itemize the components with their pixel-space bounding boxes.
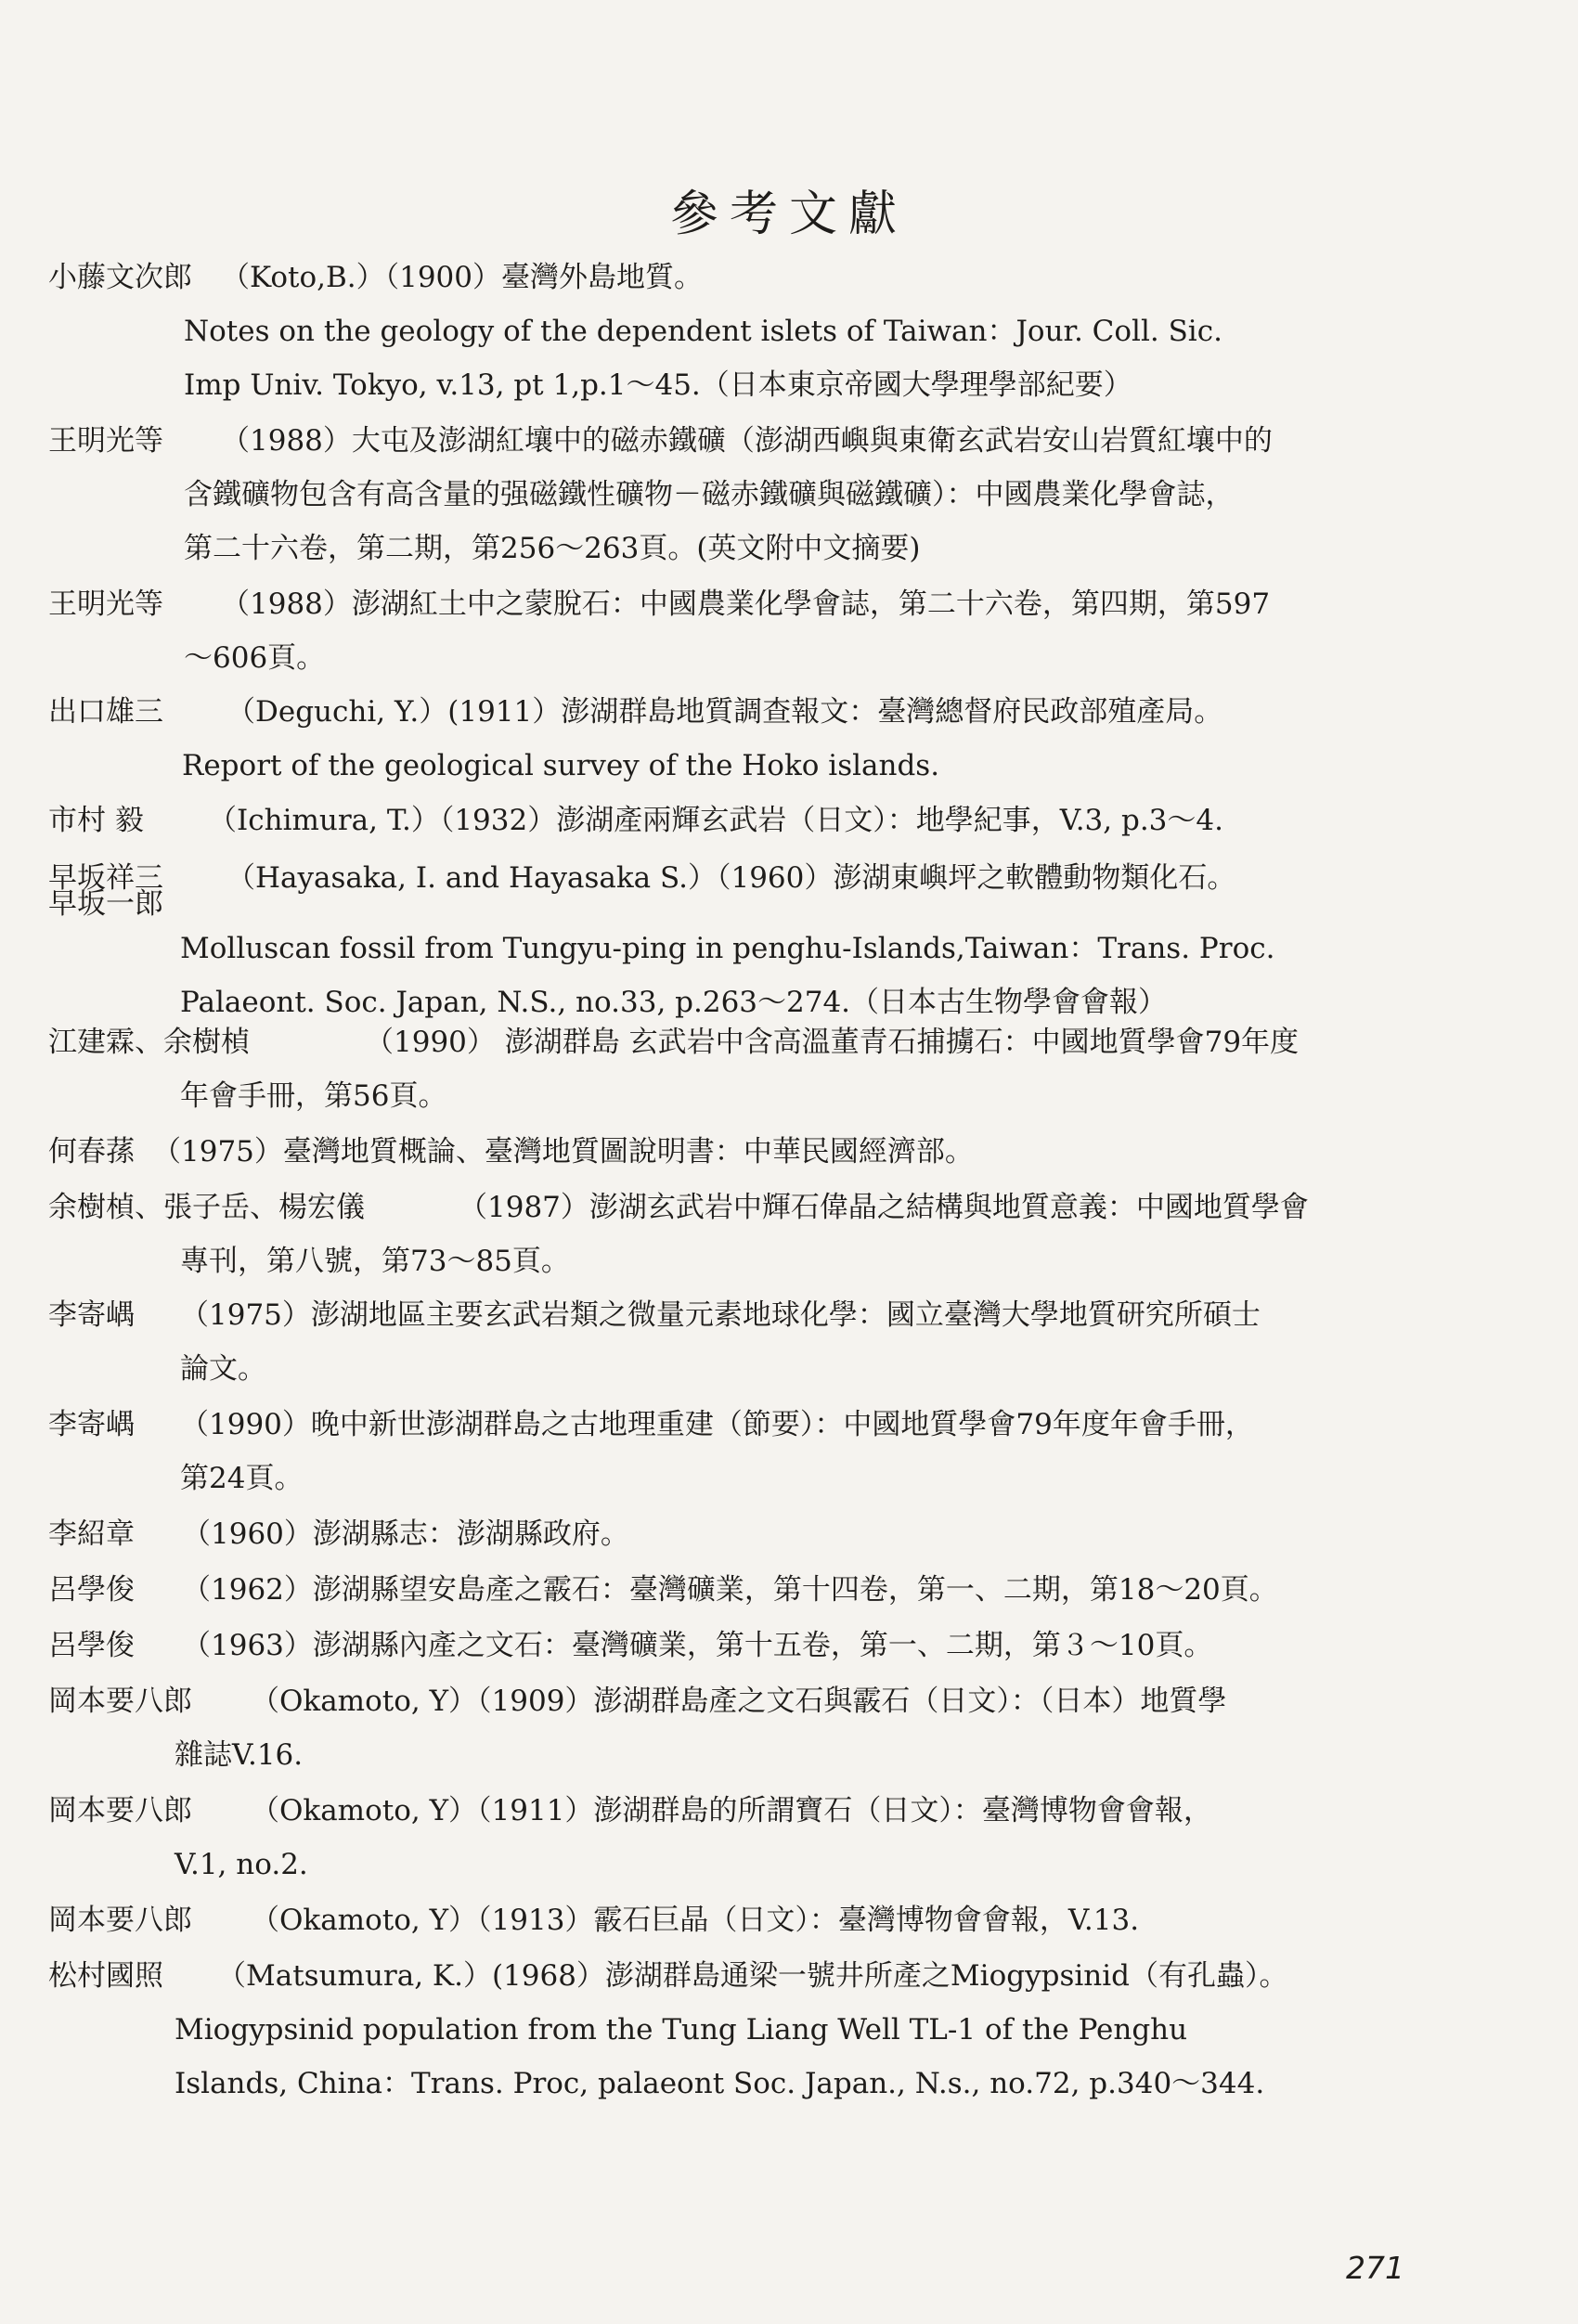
reference-author: 呂學俊	[48, 1573, 135, 1607]
reference-author: 岡本要八郎	[48, 1794, 192, 1827]
reference-continuation: Notes on the geology of the dependent islets of Taiwan：Jour. Coll. Sic.	[184, 315, 1222, 348]
reference-author: 李寄嵎	[48, 1298, 135, 1332]
reference-continuation: 第二十六卷，第二期，第256～263頁。(英文附中文摘要)	[184, 532, 921, 565]
reference-continuation: ～606頁。	[184, 641, 326, 675]
reference-author: 松村國照	[48, 1959, 163, 1993]
reference-citation: （1987）澎湖玄武岩中輝石偉晶之結構與地質意義：中國地質學會	[459, 1191, 1309, 1224]
reference-author: 李寄嵎	[48, 1408, 135, 1441]
reference-citation: （1988）澎湖紅土中之蒙脫石：中國農業化學會誌，第二十六卷，第四期，第597	[221, 587, 1271, 621]
reference-continuation: V.1, no.2.	[175, 1848, 308, 1881]
reference-citation: （Okamoto, Y）（1909）澎湖群島產之文石與霰石（日文）：（日本）地質學	[251, 1685, 1227, 1718]
reference-author: 小藤文次郎	[48, 261, 192, 294]
reference-continuation: 第24頁。	[180, 1462, 304, 1495]
reference-citation: （1975）澎湖地區主要玄武岩類之微量元素地球化學：國立臺灣大學地質研究所碩士	[180, 1298, 1261, 1332]
reference-coauthor: 早坂一郎	[48, 887, 163, 921]
reference-citation: （Matsumura, K.）(1968）澎湖群島通梁一號井所產之Miogypsinid（有孔蟲）。	[217, 1959, 1288, 1993]
reference-citation: （Hayasaka, I. and Hayasaka S.）（1960）澎湖東嶼坪之軟體動物類化石。	[226, 861, 1236, 895]
reference-continuation: Imp Univ. Tokyo, v.13, pt 1,p.1～45.（日本東京帝國大學理學部紀要）	[184, 368, 1132, 402]
reference-citation: （Okamoto, Y）（1913）霰石巨晶（日文）：臺灣博物會會報，V.13.	[251, 1904, 1140, 1937]
reference-continuation: 年會手冊，第56頁。	[180, 1079, 447, 1113]
reference-citation: （Ichimura, T.）（1932）澎湖產兩輝玄武岩（日文）：地學紀事，V.3, p.3～4.	[208, 804, 1223, 837]
reference-citation: （1990） 澎湖群島 玄武岩中含高溫董青石捕擄石：中國地質學會79年度	[365, 1026, 1300, 1059]
reference-author: 江建霖、余樹楨	[48, 1026, 250, 1059]
reference-continuation: 含鐵礦物包含有高含量的强磁鐵性礦物－磁赤鐵礦與磁鐵礦）：中國農業化學會誌，	[184, 478, 1235, 511]
reference-author: 岡本要八郎	[48, 1904, 192, 1937]
reference-continuation: Molluscan fossil from Tungyu-ping in penghu-Islands,Taiwan：Trans. Proc.	[180, 932, 1275, 965]
reference-continuation: 雜誌V.16.	[175, 1738, 304, 1772]
reference-citation: （1975）臺灣地質概論、臺灣地質圖說明書：中華民國經濟部。	[152, 1135, 974, 1168]
reference-continuation: Report of the geological survey of the Hoko islands.	[182, 749, 940, 782]
reference-citation: （1962）澎湖縣望安島產之霰石：臺灣礦業，第十四卷，第一、二期，第18～20頁。	[182, 1573, 1278, 1607]
reference-continuation: Miogypsinid population from the Tung Liang Well TL-1 of the Penghu	[175, 2013, 1188, 2046]
reference-citation: （Deguchi, Y.）(1911）澎湖群島地質調查報文：臺灣總督府民政部殖產局。	[226, 695, 1223, 729]
reference-continuation: 論文。	[180, 1352, 266, 1386]
reference-citation: （Koto,B.）（1900）臺灣外島地質。	[221, 261, 703, 294]
reference-citation: （1990）晚中新世澎湖群島之古地理重建（節要）：中國地質學會79年度年會手冊，	[180, 1408, 1254, 1441]
reference-author: 王明光等	[48, 587, 163, 621]
reference-author: 市村 毅	[48, 804, 144, 837]
page-title: 參考文獻	[669, 187, 908, 242]
reference-author: 出口雄三	[48, 695, 163, 729]
reference-citation: （1963）澎湖縣內產之文石：臺灣礦業，第十五卷，第一、二期，第３～10頁。	[182, 1629, 1213, 1662]
reference-author: 李紹章	[48, 1517, 135, 1551]
reference-author: 王明光等	[48, 424, 163, 458]
page-number: 271	[1346, 2250, 1404, 2286]
reference-continuation: 專刊，第八號，第73～85頁。	[180, 1245, 570, 1278]
reference-author: 何春蓀	[48, 1135, 135, 1168]
reference-citation: （1988）大屯及澎湖紅壤中的磁赤鐵礦（澎湖西嶼與東衛玄武岩安山岩質紅壤中的	[221, 424, 1273, 458]
reference-author: 呂學俊	[48, 1629, 135, 1662]
reference-author: 余樹楨、張子岳、楊宏儀	[48, 1191, 365, 1224]
reference-continuation: Palaeont. Soc. Japan, N.S., no.33, p.263～274.（日本古生物學會會報）	[180, 986, 1168, 1019]
reference-continuation: Islands, China：Trans. Proc, palaeont Soc. Japan., N.s., no.72, p.340～344.	[175, 2067, 1265, 2100]
reference-author: 早坂祥三	[48, 861, 163, 895]
reference-citation: （1960）澎湖縣志：澎湖縣政府。	[182, 1517, 629, 1551]
reference-citation: （Okamoto, Y）（1911）澎湖群島的所謂寶石（日文）：臺灣博物會會報，	[251, 1794, 1212, 1827]
reference-author: 岡本要八郎	[48, 1685, 192, 1718]
